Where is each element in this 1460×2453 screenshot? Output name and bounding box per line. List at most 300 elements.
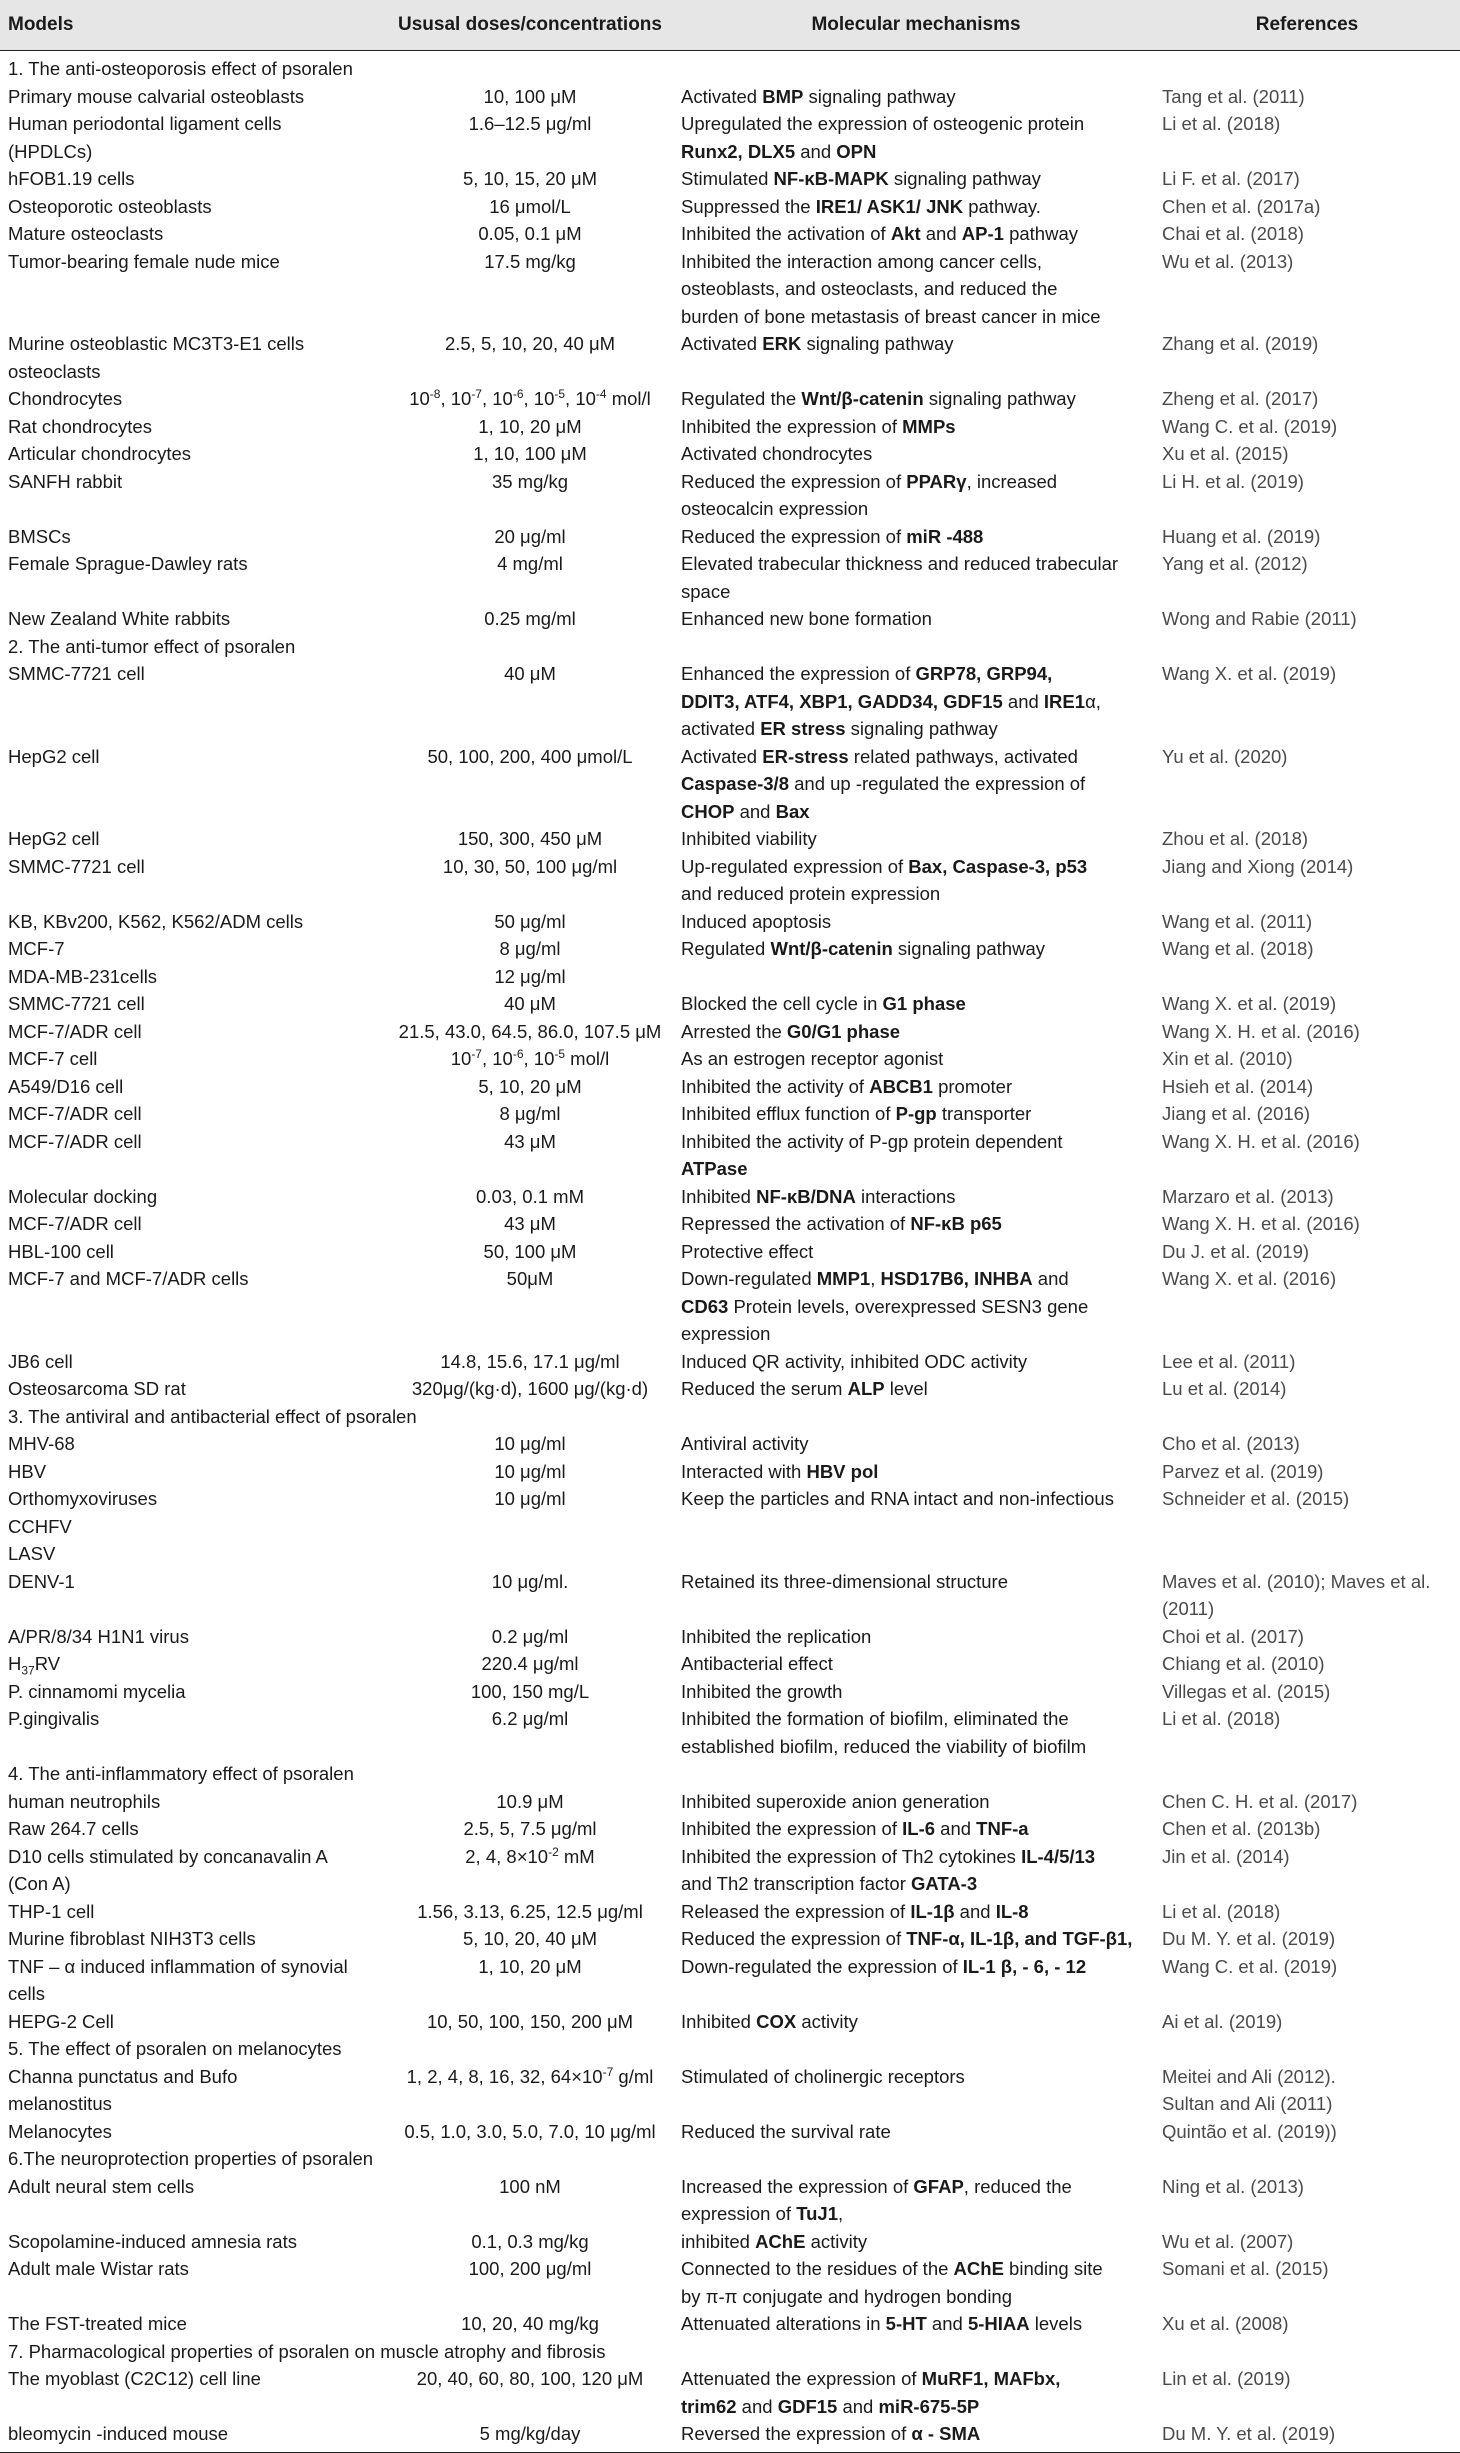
model-cell: Scopolamine-induced amnesia rats — [8, 2230, 297, 2252]
mechanism-cell: Upregulated the expression of osteogenic protein Runx2, DLX5 and OPN — [681, 113, 1085, 162]
model-cell: MCF-7 and MCF-7/ADR cells — [8, 1268, 249, 1289]
dose-cell: 150, 300, 450 μM — [457, 828, 603, 849]
table-row — [0, 413, 1460, 441]
mechanism-keyword: TNF-α, IL-1β, and TGF-β1, — [906, 1928, 1133, 1949]
dose-cell: 0.03, 0.1 mM — [476, 1185, 584, 1207]
dose-cell: 0.2 μg/ml — [491, 1625, 569, 1647]
table-header — [0, 0, 1460, 50]
table-row — [0, 2420, 1460, 2448]
table-row — [0, 523, 1460, 551]
mechanism-cell: Regulated Wnt/β-catenin signaling pathway — [681, 938, 1045, 959]
mechanism-keyword: AP-1 — [961, 223, 1004, 244]
mechanism-cell: Induced QR activity, inhibited ODC activity — [681, 1350, 1028, 1372]
mechanism-keyword: G0/G1 phase — [786, 1020, 901, 1042]
mechanism-cell: As an estrogen receptor agonist — [681, 1048, 944, 1069]
table-row — [0, 1485, 1460, 1568]
dose-cell: 50, 100 μM — [483, 1240, 577, 1262]
mechanism-cell: Antiviral activity — [681, 1433, 809, 1454]
mechanism-keyword: miR -488 — [906, 525, 984, 547]
model-cell: bleomycin -induced mouse — [8, 2423, 229, 2444]
table-row — [0, 1045, 1460, 1073]
table-row — [0, 605, 1460, 633]
mechanism-cell: Reduced the expression of PPARγ, increased osteocalcin expression — [681, 470, 1058, 519]
dose-cell: 21.5, 43.0, 64.5, 86.0, 107.5 μM — [398, 1020, 662, 1042]
mechanism-keyword: MMP1 — [816, 1268, 871, 1289]
reference-cell: Yang et al. (2012) — [1162, 553, 1308, 574]
dose-cell: 20, 40, 60, 80, 100, 120 μM — [416, 2368, 644, 2389]
reference-cell: Li et al. (2018) — [1162, 113, 1281, 134]
mechanism-cell: Inhibited the growth — [681, 1680, 843, 1702]
mechanism-keyword: IL-8 — [995, 1900, 1029, 1922]
model-cell: A549/D16 cell — [8, 1075, 124, 1097]
mechanism-keyword: G1 phase — [882, 993, 966, 1014]
mechanism-cell: Inhibited the expression of Th2 cytokines IL-4/5/13 and Th2 transcription factor GATA-3 — [681, 1845, 1096, 1894]
mechanism-cell: Activated ERK signaling pathway — [681, 333, 954, 354]
model-cell: Rat chondrocytes — [8, 415, 152, 437]
reference-cell: Huang et al. (2019) — [1162, 525, 1321, 547]
reference-cell: Marzaro et al. (2013) — [1162, 1185, 1334, 1207]
table-row — [0, 1100, 1460, 1128]
mechanism-cell: Reversed the expression of α - SMA — [681, 2423, 981, 2444]
table-row — [0, 1623, 1460, 1651]
mechanism-keyword: CD63 — [681, 1295, 729, 1317]
reference-cell: Lee et al. (2011) — [1162, 1350, 1296, 1372]
reference-cell: Du M. Y. et al. (2019) — [1162, 2423, 1336, 2444]
table-row — [0, 1018, 1460, 1046]
model-cell: SMMC-7721 cell — [8, 993, 145, 1014]
model-cell: Murine fibroblast NIH3T3 cells — [8, 1928, 256, 1949]
model-cell: The myoblast (C2C12) cell line — [8, 2368, 261, 2389]
reference-cell: Ning et al. (2013) — [1162, 2175, 1304, 2197]
mechanism-keyword: AChE — [953, 2258, 1004, 2279]
dose-cell: 8 μg/ml — [499, 1103, 561, 1124]
dose-cell: 43 μM — [504, 1130, 556, 1152]
mechanism-cell: Blocked the cell cycle in G1 phase — [681, 993, 966, 1014]
reference-cell: Parvez et al. (2019) — [1162, 1460, 1324, 1482]
dose-cell: 1.56, 3.13, 6.25, 12.5 μg/ml — [417, 1900, 643, 1922]
dose-cell: 100 nM — [499, 2175, 561, 2197]
mechanism-cell: inhibited AChE activity — [681, 2230, 868, 2252]
mechanism-keyword: Runx2, DLX5 — [681, 140, 796, 162]
mechanism-cell: Activated ER-stress related pathways, activated Caspase-3/8 and up -regulated the expression of CHOP and Bax — [681, 745, 1086, 822]
table-row — [0, 2228, 1460, 2256]
dose-cell: 10, 100 μM — [483, 85, 577, 107]
model-cell: Channa punctatus and Bufo melanostitus — [8, 2065, 238, 2114]
model-cell: HBV — [8, 1460, 47, 1482]
table-row — [0, 853, 1460, 908]
dose-cell: 2.5, 5, 10, 20, 40 μM — [444, 333, 616, 354]
model-cell: P.gingivalis — [8, 1708, 100, 1729]
table-row — [0, 1705, 1460, 1760]
mechanism-keyword: GATA-3 — [911, 1873, 978, 1894]
table-row — [0, 468, 1460, 523]
mechanism-cell: Stimulated NF-κB-MAPK signaling pathway — [681, 168, 1041, 189]
reference-cell: Chen et al. (2017a) — [1162, 195, 1321, 217]
table-row — [0, 330, 1460, 385]
reference-cell: Wang X. H. et al. (2016) — [1162, 1130, 1360, 1152]
model-cell: New Zealand White rabbits — [8, 608, 231, 629]
dose-cell: 50 μg/ml — [494, 910, 566, 932]
mechanism-keyword: IL-1 β, - 6, - 12 — [962, 1955, 1087, 1977]
table-row — [0, 935, 1460, 963]
dose-cell: 1, 10, 20 μM — [478, 1955, 582, 1977]
model-cell: JB6 cell — [8, 1350, 73, 1372]
table-row — [0, 908, 1460, 936]
model-cell: P. cinnamomi mycelia — [8, 1680, 186, 1702]
table-row — [0, 825, 1460, 853]
model-cell: Female Sprague-Dawley rats — [8, 553, 248, 574]
model-cell: KB, KBv200, K562, K562/ADM cells — [8, 910, 304, 932]
mechanism-cell: Inhibited the activation of Akt and AP-1 pathway — [681, 223, 1078, 244]
table-row — [0, 1238, 1460, 1266]
mechanism-keyword: 5-HIAA — [967, 2313, 1030, 2334]
mechanism-keyword: Caspase-3/8 — [681, 773, 789, 794]
reference-cell: Wang X. H. et al. (2016) — [1162, 1213, 1360, 1234]
dose-cell: 10 μg/ml — [494, 1433, 566, 1454]
model-cell: SANFH rabbit — [8, 470, 123, 492]
mechanism-cell: Arrested the G0/G1 phase — [681, 1020, 901, 1042]
mechanism-keyword: IRE1 — [1043, 690, 1086, 712]
mechanism-keyword: DDIT3, ATF4, XBP1, GADD34, GDF15 — [681, 690, 1003, 712]
mechanism-cell: Reduced the survival rate — [681, 2120, 891, 2142]
reference-cell: Lu et al. (2014) — [1162, 1378, 1287, 1399]
mechanism-cell: Down-regulated MMP1, HSD17B6, INHBA and CD63 Protein levels, overexpressed SESN3 gene expression — [681, 1268, 1089, 1344]
model-cell: MHV-68 — [8, 1433, 75, 1454]
model-cell: BMSCs — [8, 525, 71, 547]
reference-cell: Quintão et al. (2019)) — [1162, 2120, 1337, 2142]
model-cell: hFOB1.19 cells — [8, 168, 135, 189]
model-cell: Primary mouse calvarial osteoblasts — [8, 85, 305, 107]
model-cell: A/PR/8/34 H1N1 virus — [8, 1625, 189, 1647]
dose-cell: 40 μM — [504, 993, 556, 1014]
mechanism-cell: Enhanced the expression of GRP78, GRP94, DDIT3, ATF4, XBP1, GADD34, GDF15 and IRE1α, activated ER stress signaling pathway — [681, 663, 1101, 739]
dose-cell: 0.05, 0.1 μM — [478, 223, 582, 244]
mechanism-cell: Interacted with HBV pol — [681, 1460, 879, 1482]
mechanism-cell: Inhibited superoxide anion generation — [681, 1790, 990, 1812]
section-title: 2. The anti-tumor effect of psoralen — [8, 635, 296, 657]
dose-cell: 0.25 mg/ml — [484, 608, 576, 629]
dose-cell: 40 μM — [504, 663, 556, 684]
section-title: 4. The anti-inflammatory effect of psoralen — [8, 1763, 354, 1784]
reference-cell: Du M. Y. et al. (2019) — [1162, 1928, 1336, 1949]
mechanism-cell: Released the expression of IL-1β and IL-8 — [681, 1900, 1029, 1922]
mechanism-keyword: IL-6 — [902, 1818, 936, 1839]
table-row — [0, 1073, 1460, 1101]
dose-cell: 10 μg/ml. — [491, 1570, 569, 1592]
mechanism-keyword: NF-κB-MAPK — [773, 168, 889, 189]
reference-cell: Li et al. (2018) — [1162, 1708, 1281, 1729]
reference-cell: Wang X. et al. (2019) — [1162, 663, 1337, 684]
mechanism-keyword: miR-675-5P — [878, 2395, 980, 2417]
dose-cell: 0.1, 0.3 mg/kg — [471, 2230, 589, 2252]
mechanism-keyword: ATPase — [681, 1158, 748, 1179]
model-cell: HepG2 cell — [8, 745, 100, 767]
dose-cell: 14.8, 15.6, 17.1 μg/ml — [440, 1350, 620, 1372]
reference-cell: Lin et al. (2019) — [1162, 2368, 1291, 2389]
model-cell: Tumor-bearing female nude mice — [8, 250, 280, 272]
mechanism-keyword: GDF15 — [777, 2395, 838, 2417]
table-bottom-rule — [0, 2452, 1460, 2453]
mechanism-keyword: NF-κB p65 — [910, 1213, 1002, 1234]
reference-cell: Cho et al. (2013) — [1162, 1433, 1300, 1454]
reference-cell: Choi et al. (2017) — [1162, 1625, 1304, 1647]
table-row — [0, 963, 1460, 991]
mechanism-cell: Inhibited efflux function of P-gp transporter — [681, 1103, 1032, 1124]
table-row — [0, 385, 1460, 413]
reference-cell: Wang X. H. et al. (2016) — [1162, 1020, 1360, 1042]
mechanism-keyword: ER stress — [760, 718, 846, 739]
table-row — [0, 550, 1460, 605]
model-cell: Human periodontal ligament cells (HPDLCs) — [8, 113, 282, 162]
mechanism-cell: Inhibited the expression of IL-6 and TNF-a — [681, 1818, 1029, 1839]
dose-cell: 12 μg/ml — [494, 965, 566, 987]
model-cell: TNF – α induced inflammation of synovial cells — [8, 1955, 348, 2004]
table-row — [0, 1183, 1460, 1211]
mechanism-keyword: ALP — [847, 1378, 885, 1399]
header-doses: Ususal doses/concentrations — [398, 14, 662, 35]
table-row — [0, 1128, 1460, 1183]
model-cell: Murine osteoblastic MC3T3-E1 cells osteoclasts — [8, 333, 305, 382]
dose-cell: 100, 150 mg/L — [470, 1680, 590, 1702]
mechanism-cell: Inhibited the activity of ABCB1 promoter — [681, 1075, 1013, 1097]
table-row — [0, 1430, 1460, 1458]
model-cell: Adult male Wistar rats — [8, 2258, 189, 2279]
mechanism-keyword: 5-HT — [885, 2313, 927, 2334]
table-row — [0, 1953, 1460, 2008]
model-cell: MDA-MB-231cells — [8, 965, 158, 987]
mechanism-keyword: GFAP — [913, 2175, 964, 2197]
mechanism-cell: Inhibited the activity of P-gp protein dependent ATPase — [681, 1130, 1063, 1179]
reference-cell: Li et al. (2018) — [1162, 1900, 1281, 1922]
mechanism-keyword: IL-4/5/13 — [1021, 1845, 1096, 1867]
reference-cell: Zhou et al. (2018) — [1162, 828, 1309, 849]
table-row — [0, 2310, 1460, 2338]
mechanism-keyword: GRP78, GRP94, — [915, 663, 1053, 684]
table-row — [0, 2255, 1460, 2310]
table-row — [0, 2063, 1460, 2118]
header-mechanisms: Molecular mechanisms — [811, 14, 1021, 35]
table-row — [0, 1843, 1460, 1898]
model-cell: Raw 264.7 cells — [8, 1818, 139, 1839]
dose-cell: 5 mg/kg/day — [479, 2423, 581, 2444]
table-row — [0, 1265, 1460, 1348]
reference-cell: Xin et al. (2010) — [1162, 1048, 1293, 1069]
dose-cell: 17.5 mg/kg — [484, 250, 576, 272]
mechanism-keyword: Bax — [775, 800, 810, 822]
reference-cell: Li F. et al. (2017) — [1162, 168, 1300, 189]
reference-cell: Jiang and Xiong (2014) — [1162, 855, 1354, 877]
mechanism-keyword: CHOP — [681, 800, 735, 822]
dose-cell: 1, 2, 4, 8, 16, 32, $64\times 10^{-7}$ g/ml — [406, 2064, 654, 2087]
mechanism-cell: Inhibited the interaction among cancer cells, osteoblasts, and osteoclasts, and reduced the burden of bone metastasis of breast cancer in mice — [681, 250, 1101, 327]
dose-cell: 5, 10, 20, 40 μM — [462, 1928, 598, 1949]
mechanism-cell: Stimulated of cholinergic receptors — [681, 2065, 965, 2087]
reference-cell: Chiang et al. (2010) — [1162, 1653, 1325, 1674]
dose-cell: 50μM — [506, 1268, 554, 1289]
header-divider — [0, 50, 1460, 51]
reference-cell: Chai et al. (2018) — [1162, 223, 1304, 244]
table-row — [0, 2118, 1460, 2146]
table-row — [0, 2365, 1460, 2420]
section-title: 5. The effect of psoralen on melanocytes — [8, 2038, 342, 2059]
mechanism-keyword: MMPs — [902, 415, 956, 437]
dose-cell: 50, 100, 200, 400 μmol/L — [427, 745, 633, 767]
mechanism-cell: Regulated the Wnt/β-catenin signaling pathway — [681, 388, 1076, 409]
mechanism-cell: Reduced the expression of TNF-α, IL-1β, and TGF-β1, — [681, 1928, 1133, 1949]
reference-cell: Wu et al. (2007) — [1162, 2230, 1294, 2252]
mechanism-keyword: P-gp — [895, 1103, 937, 1124]
reference-cell: Wang et al. (2011) — [1162, 910, 1313, 932]
model-cell: HEPG-2 Cell — [8, 2010, 114, 2032]
table-row — [0, 1210, 1460, 1238]
mechanism-keyword: PPARγ — [906, 470, 967, 492]
header-models: Models — [8, 14, 74, 35]
mechanism-keyword: ERK — [762, 333, 802, 354]
model-cell: MCF-7 cell — [8, 1048, 98, 1069]
dose-cell: 10, 30, 50, 100 μg/ml — [442, 855, 618, 877]
reference-cell: Zheng et al. (2017) — [1162, 388, 1319, 409]
dose-cell: 10, 50, 100, 150, 200 μM — [426, 2010, 634, 2032]
table-row — [0, 743, 1460, 826]
dose-cell: 1, 10, 20 μM — [478, 415, 582, 437]
dose-cell: 2, 4, $8\times 10^{-2}$ mM — [465, 1844, 595, 1867]
model-cell: MCF-7/ADR cell — [8, 1103, 142, 1124]
section-title: 3. The antiviral and antibacterial effect of psoralen — [8, 1405, 417, 1427]
model-cell: $H_{37}RV$ — [8, 1653, 61, 1678]
reference-cell: Wang et al. (2018) — [1162, 938, 1314, 959]
model-cell: DENV-1 — [8, 1570, 75, 1592]
reference-cell: Villegas et al. (2015) — [1162, 1680, 1331, 1702]
model-cell: The FST-treated mice — [8, 2313, 187, 2334]
dose-cell: 1.6–12.5 μg/ml — [468, 113, 592, 134]
reference-cell: Du J. et al. (2019) — [1162, 1240, 1310, 1262]
mechanism-cell: Increased the expression of GFAP, reduced the expression of TuJ1, — [681, 2175, 1072, 2224]
model-cell: HepG2 cell — [8, 828, 100, 849]
dose-cell: 6.2 μg/ml — [491, 1708, 569, 1729]
table-row — [0, 1925, 1460, 1953]
dose-cell: 43 μM — [504, 1213, 556, 1234]
mechanism-keyword: HSD17B6, INHBA — [880, 1268, 1033, 1289]
model-cell: D10 cells stimulated by concanavalin A (Con A) — [8, 1845, 328, 1894]
dose-cell: 5, 10, 15, 20 μM — [462, 168, 598, 189]
model-cell: Adult neural stem cells — [8, 2175, 195, 2197]
table-row — [0, 1815, 1460, 1843]
mechanism-cell: Activated chondrocytes — [681, 443, 873, 464]
dose-cell: 20 μg/ml — [494, 525, 566, 547]
table-row — [0, 220, 1460, 248]
reference-cell: Tang et al. (2011) — [1162, 85, 1305, 107]
mechanism-keyword: NF-κB/DNA — [756, 1185, 856, 1207]
dose-cell: $10^{-8}$, $10^{-7}$, $10^{-6}$, $10^{-5}$, $10^{-4}$ mol/l — [409, 386, 651, 409]
table-row — [0, 1458, 1460, 1486]
table-row — [0, 1898, 1460, 1926]
model-cell: MCF-7/ADR cell — [8, 1213, 142, 1234]
reference-cell: Zhang et al. (2019) — [1162, 333, 1319, 354]
reference-cell: Wang C. et al. (2019) — [1162, 415, 1338, 437]
reference-cell: Wong and Rabie (2011) — [1162, 608, 1357, 629]
reference-cell: Wang X. et al. (2019) — [1162, 993, 1337, 1014]
table-row — [0, 193, 1460, 221]
mechanism-cell: Suppressed the IRE1/ ASK1/ JNK pathway. — [681, 195, 1041, 217]
dose-cell: 0.5, 1.0, 3.0, 5.0, 7.0, 10 μg/ml — [404, 2120, 656, 2142]
mechanism-cell: Attenuated the expression of MuRF1, MAFbx, trim62 and GDF15 and miR-675-5P — [681, 2368, 1061, 2417]
dose-cell: 220.4 μg/ml — [481, 1653, 579, 1674]
mechanism-cell: Inhibited COX activity — [681, 2010, 858, 2032]
model-cell: THP-1 cell — [8, 1900, 95, 1922]
reference-cell: Ai et al. (2019) — [1162, 2010, 1283, 2032]
table-row — [0, 1788, 1460, 1816]
table-row — [0, 248, 1460, 331]
mechanism-cell: Antibacterial effect — [681, 1653, 833, 1674]
reference-cell: Meitei and Ali (2012). Sultan and Ali (2011) — [1162, 2065, 1336, 2114]
table-row — [0, 1650, 1460, 1678]
mechanism-keyword: Bax, Caspase-3, p53 — [908, 855, 1088, 877]
mechanism-cell: Reduced the serum ALP level — [681, 1378, 928, 1399]
mechanism-keyword: HBV pol — [806, 1460, 879, 1482]
mechanism-cell: Up-regulated expression of Bax, Caspase-3, p53 and reduced protein expression — [681, 855, 1088, 904]
mechanism-keyword: BMP — [762, 85, 804, 107]
dose-cell: 320μg/(kg·d), 1600 μg/(kg·d) — [411, 1378, 649, 1399]
mechanism-keyword: ER-stress — [762, 745, 849, 767]
reference-cell: Hsieh et al. (2014) — [1162, 1075, 1314, 1097]
mechanism-cell: Inhibited viability — [681, 828, 817, 849]
dose-cell: $10^{-7}$, $10^{-6}$, $10^{-5}$ mol/l — [450, 1046, 610, 1069]
reference-cell: Chen C. H. et al. (2017) — [1162, 1790, 1358, 1812]
table-row — [0, 990, 1460, 1018]
table-row — [0, 440, 1460, 468]
mechanism-cell: Attenuated alterations in 5-HT and 5-HIAA levels — [681, 2313, 1083, 2334]
mechanism-cell: Reduced the expression of miR -488 — [681, 525, 984, 547]
reference-cell: Schneider et al. (2015) — [1162, 1488, 1350, 1509]
model-cell: Mature osteoclasts — [8, 223, 164, 244]
dose-cell: 10 μg/ml — [494, 1460, 566, 1482]
mechanism-cell: Retained its three-dimensional structure — [681, 1570, 1008, 1592]
mechanism-keyword: AChE — [755, 2230, 806, 2252]
mechanism-keyword: MuRF1, MAFbx, — [921, 2368, 1061, 2389]
mechanism-cell: Protective effect — [681, 1240, 814, 1262]
dose-cell: 4 mg/ml — [497, 553, 563, 574]
reference-cell: Wang C. et al. (2019) — [1162, 1955, 1338, 1977]
table-row — [0, 165, 1460, 193]
mechanism-cell: Elevated trabecular thickness and reduced trabecular space — [681, 553, 1119, 602]
mechanism-keyword: IL-1β — [910, 1900, 955, 1922]
section-title: 6.The neuroprotection properties of psoralen — [8, 2148, 374, 2169]
table-row — [0, 110, 1460, 165]
dose-cell: 2.5, 5, 7.5 μg/ml — [463, 1818, 597, 1839]
mechanism-cell: Activated BMP signaling pathway — [681, 85, 956, 107]
dose-cell: 8 μg/ml — [499, 938, 561, 959]
table-row — [0, 1568, 1460, 1623]
mechanism-cell: Keep the particles and RNA intact and non-infectious — [681, 1488, 1114, 1509]
mechanism-keyword: Wnt/β-catenin — [801, 388, 924, 409]
dose-cell: 5, 10, 20 μM — [478, 1075, 582, 1097]
dose-cell: 100, 200 μg/ml — [468, 2258, 592, 2279]
model-cell: HBL-100 cell — [8, 1240, 114, 1262]
model-cell: MCF-7/ADR cell — [8, 1130, 142, 1152]
model-cell: human neutrophils — [8, 1790, 161, 1812]
section-title: 7. Pharmacological properties of psoralen on muscle atrophy and fibrosis — [8, 2340, 606, 2362]
model-cell: MCF-7/ADR cell — [8, 1020, 142, 1042]
mechanism-keyword: trim62 — [681, 2395, 737, 2417]
mechanism-cell: Down-regulated the expression of IL-1 β, - 6, - 12 — [681, 1955, 1087, 1977]
table-row — [0, 83, 1460, 111]
model-cell: SMMC-7721 cell — [8, 663, 145, 684]
table-row — [0, 2008, 1460, 2036]
reference-cell: Chen et al. (2013b) — [1162, 1818, 1321, 1839]
mechanism-cell: Inhibited NF-κB/DNA interactions — [681, 1185, 956, 1207]
mechanism-keyword: Akt — [890, 223, 921, 244]
reference-cell: Xu et al. (2015) — [1162, 443, 1289, 464]
